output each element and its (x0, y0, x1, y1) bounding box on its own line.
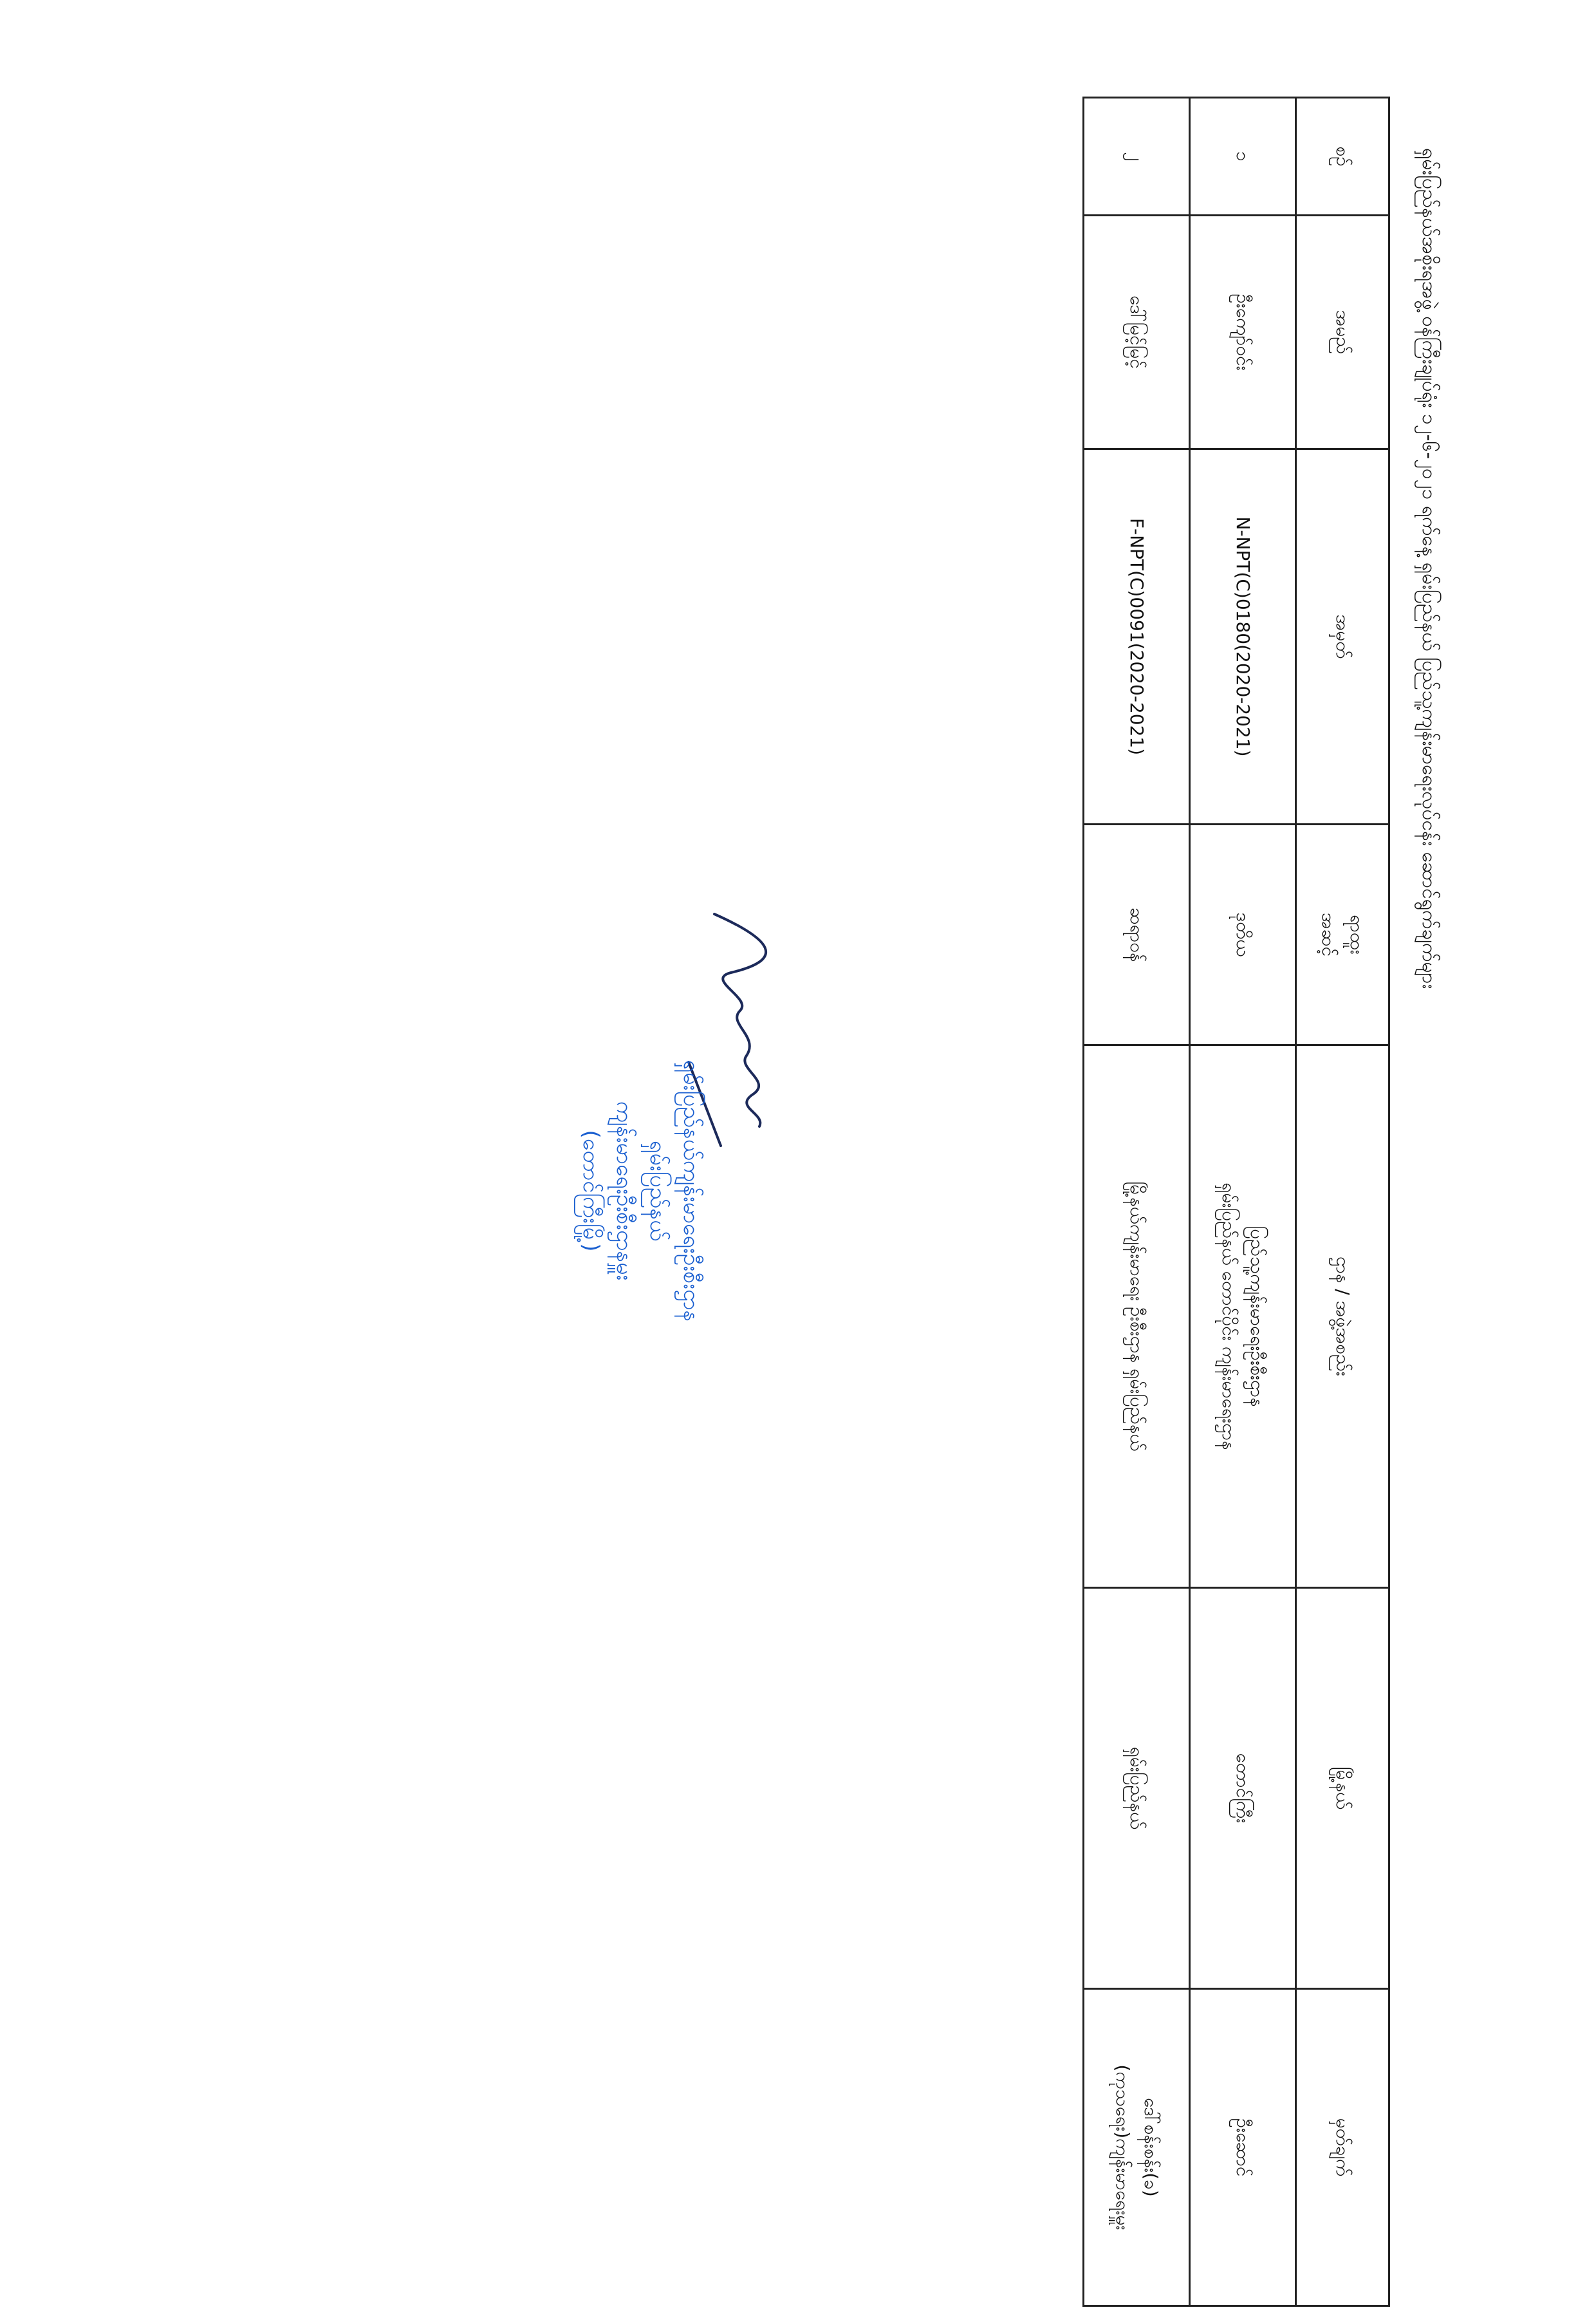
cell-department: မြို့နယ်ကျန်းမာရေး ဦးစီးဌာန ရှမ်းပြည်နယ် (1084, 1045, 1190, 1588)
table-row (1084, 98, 1190, 2306)
cell-department: ပြည်သူ့ကျန်းမာရေးဦးစီးဌာန ရှမ်းပြည်နယ် တောင်ပိုင်း ကျန်းမာရေးဌာန (1190, 1045, 1296, 1588)
document-heading: ရှမ်းပြည်နယ်အစိုးရအဖွဲ့ ဝန်ကြီးချုပ်ရုံး ၁၂-၆-၂၀၂၁ ရက်နေ့ ရှမ်းပြည်နယ် ပြည်သူ့ကျန်းမာရေးလုပ်ငန်း ဆောင်ရွက်ချက်များ (1418, 148, 1440, 989)
header-department: ဌာန / အဖွဲ့အစည်း (1296, 1045, 1389, 1588)
header-rank: ရာထူး အဆင့် (1296, 825, 1389, 1045)
cell-no: ၁ (1190, 98, 1296, 216)
cell-no: ၂ (1084, 98, 1190, 216)
rotated-document (193, 97, 1480, 2230)
header-no: စဉ် (1296, 98, 1389, 216)
header-code: အမှတ် (1296, 449, 1389, 825)
cell-code: F-NPT(C)0091(2020-2021) (1084, 449, 1190, 825)
cell-code: N-NPT(C)0180(2020-2021) (1190, 449, 1296, 825)
header-name: အမည် (1296, 216, 1389, 449)
table-header-row (1296, 98, 1389, 2306)
cell-name: ဒေါ်မြင့်မြင့် (1084, 216, 1190, 449)
cell-rank: ဆရာဝန် (1084, 825, 1190, 1045)
cell-name: ဦးကျော်ဝင်း (1190, 216, 1296, 449)
table-row (1190, 98, 1296, 2306)
personnel-table (1082, 97, 1390, 2307)
cell-township: တောင်ကြီး (1190, 1588, 1296, 1989)
cell-rank: ဒုတိယ (1190, 825, 1296, 1045)
official-stamp: ရှမ်းပြည်နယ်ကျန်းမာရေးဦးစီးဌာန ရှမ်းပြည်နယ် ကျန်းမာရေးဦးစီးဌာနမှူး (တောင်ကြီးမြို့) (578, 1060, 704, 1322)
header-township: မြို့နယ် (1296, 1588, 1389, 1989)
cell-township: ရှမ်းပြည်နယ် (1084, 1588, 1190, 1989)
cell-remark: ဒေါ်စန်းစန်း(ခ) (ကုသရေး)ကျန်းမာရေးမှူး (1084, 1989, 1190, 2306)
header-remark: မှတ်ချက် (1296, 1989, 1389, 2306)
cell-remark: ဦးဆောင် (1190, 1989, 1296, 2306)
